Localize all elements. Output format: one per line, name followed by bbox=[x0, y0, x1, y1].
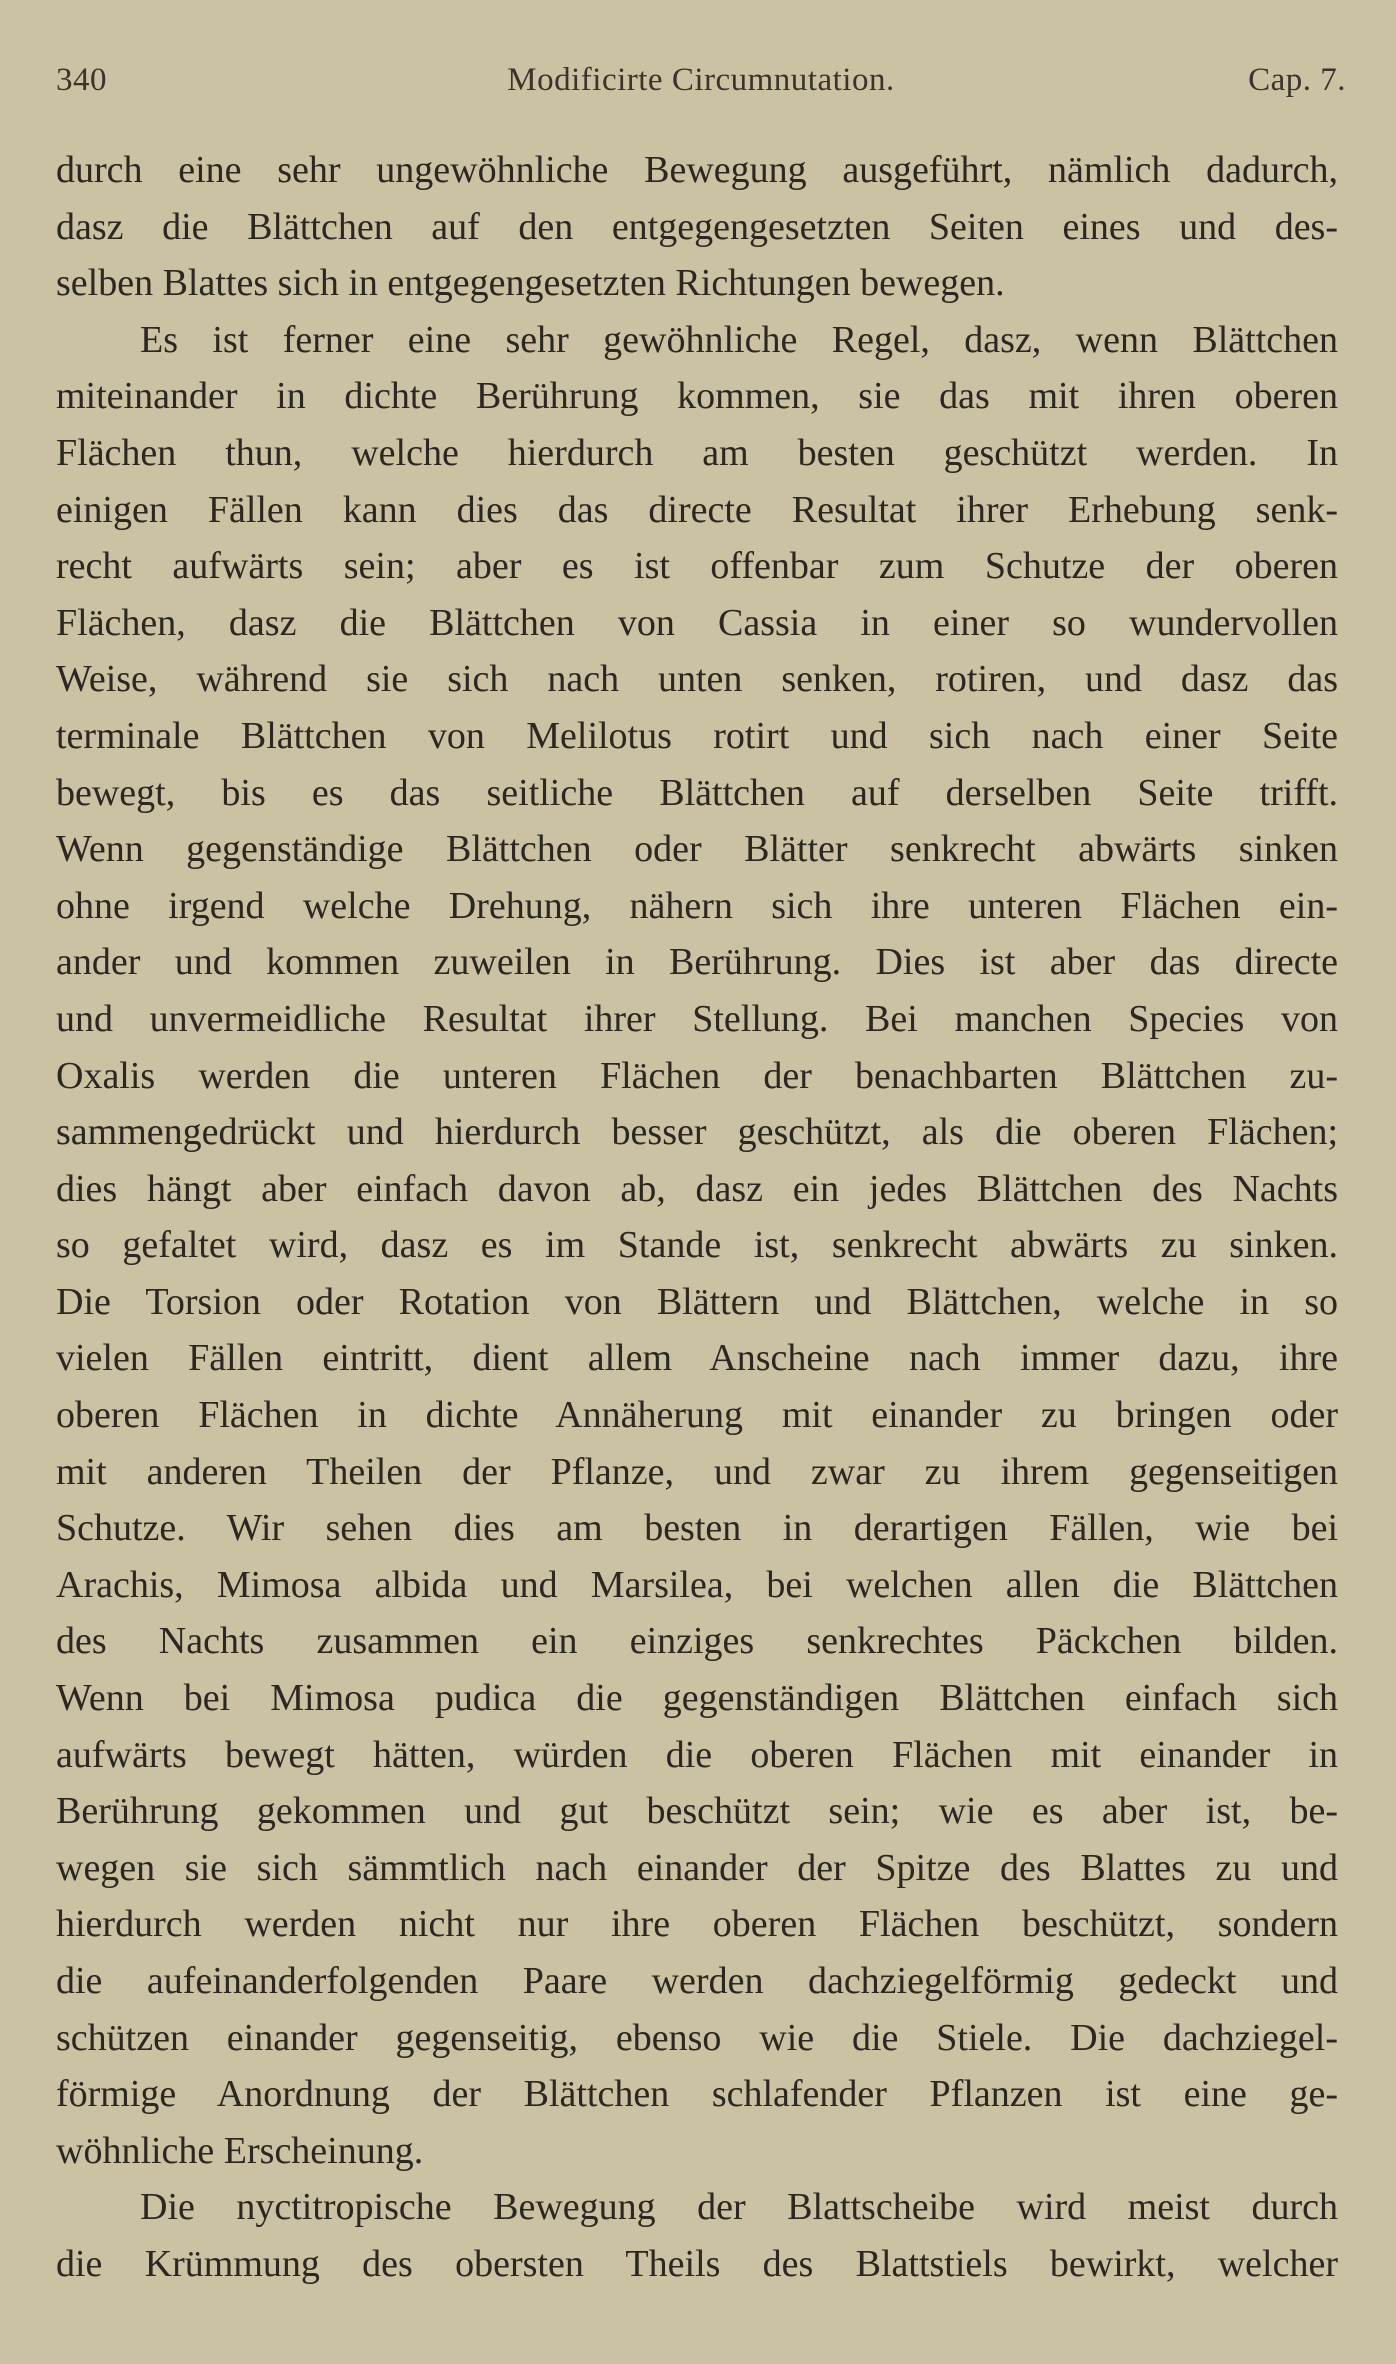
text-line: Wenn gegenständige Blättchen oder Blätter senkrecht abwärts sinken bbox=[56, 828, 1338, 871]
text-line: aufwärts bewegt hätten, würden die oberen Flächen mit einander in bbox=[56, 1733, 1338, 1776]
text-line: Berührung gekommen und gut beschützt sein; wie es aber ist, be- bbox=[56, 1790, 1338, 1833]
text-line: wegen sie sich sämmtlich nach einander der Spitze des Blattes zu und bbox=[56, 1846, 1338, 1889]
text-line: so gefaltet wird, dasz es im Stande ist, senkrecht abwärts zu sinken. bbox=[56, 1224, 1338, 1267]
text-line: wöhnliche Erscheinung. bbox=[56, 2129, 424, 2172]
text-line: Flächen, dasz die Blättchen von Cassia in einer so wundervollen bbox=[56, 601, 1338, 644]
text-line: Arachis, Mimosa albida und Marsilea, bei welchen allen die Blättchen bbox=[56, 1563, 1338, 1606]
text-line: Es ist ferner eine sehr gewöhnliche Regel, dasz, wenn Blättchen bbox=[140, 318, 1338, 361]
text-line: schützen einander gegenseitig, ebenso wie die Stiele. Die dachziegel- bbox=[56, 2016, 1338, 2059]
text-line: selben Blattes sich in entgegengesetzten Richtungen bewegen. bbox=[56, 262, 1005, 305]
text-line: Die nyctitropische Bewegung der Blattscheibe wird meist durch bbox=[140, 2186, 1338, 2229]
text-line: recht aufwärts sein; aber es ist offenbar zum Schutze der oberen bbox=[56, 545, 1338, 588]
text-line: und unvermeidliche Resultat ihrer Stellung. Bei manchen Species von bbox=[56, 997, 1338, 1040]
text-line: förmige Anordnung der Blättchen schlafender Pflanzen ist eine ge- bbox=[56, 2073, 1338, 2116]
text-line: sammengedrückt und hierdurch besser geschützt, als die oberen Flächen; bbox=[56, 1111, 1338, 1154]
text-line: hierdurch werden nicht nur ihre oberen Flächen beschützt, sondern bbox=[56, 1903, 1338, 1946]
text-line: Oxalis werden die unteren Flächen der benachbarten Blättchen zu- bbox=[56, 1054, 1338, 1097]
text-line: miteinander in dichte Berührung kommen, sie das mit ihren oberen bbox=[56, 375, 1338, 418]
text-line: vielen Fällen eintritt, dient allem Anscheine nach immer dazu, ihre bbox=[56, 1337, 1338, 1380]
text-line: durch eine sehr ungewöhnliche Bewegung ausgeführt, nämlich dadurch, bbox=[56, 149, 1338, 191]
text-line: Schutze. Wir sehen dies am besten in derartigen Fällen, wie bei bbox=[56, 1507, 1338, 1550]
text-line: dasz die Blättchen auf den entgegengesetzten Seiten eines und des- bbox=[56, 205, 1338, 248]
text-line: Die Torsion oder Rotation von Blättern und Blättchen, welche in so bbox=[56, 1280, 1338, 1323]
text-line: oberen Flächen in dichte Annäherung mit einander zu bringen oder bbox=[56, 1394, 1338, 1437]
text-line: des Nachts zusammen ein einziges senkrechtes Päckchen bilden. bbox=[56, 1620, 1338, 1663]
text-line: mit anderen Theilen der Pflanze, und zwar zu ihrem gegenseitigen bbox=[56, 1450, 1338, 1493]
page-header bbox=[56, 62, 1346, 106]
text-line: einigen Fällen kann dies das directe Resultat ihrer Erhebung senk- bbox=[56, 488, 1338, 531]
text-line: Flächen thun, welche hierdurch am besten geschützt werden. In bbox=[56, 431, 1338, 474]
chapter-reference: Cap. 7. bbox=[1248, 62, 1346, 98]
page-number: 340 bbox=[56, 62, 107, 98]
text-line: die aufeinanderfolgenden Paare werden dachziegelförmig gedeckt und bbox=[56, 1960, 1338, 2002]
body-text bbox=[56, 142, 1338, 2293]
text-line: Weise, während sie sich nach unten senken, rotiren, und dasz das bbox=[56, 658, 1338, 701]
text-line: terminale Blättchen von Melilotus rotirt und sich nach einer Seite bbox=[56, 714, 1338, 757]
text-line: ohne irgend welche Drehung, nähern sich ihre unteren Flächen ein- bbox=[56, 884, 1338, 927]
text-line: die Krümmung des obersten Theils des Blattstiels bewirkt, welcher bbox=[56, 2242, 1338, 2285]
text-line: dies hängt aber einfach davon ab, dasz ein jedes Blättchen des Nachts bbox=[56, 1167, 1338, 1210]
running-title: Modificirte Circumnutation. bbox=[507, 62, 895, 98]
text-line: Wenn bei Mimosa pudica die gegenständigen Blättchen einfach sich bbox=[56, 1677, 1338, 1720]
text-line: ander und kommen zuweilen in Berührung. Dies ist aber das directe bbox=[56, 941, 1338, 984]
text-line: bewegt, bis es das seitliche Blättchen auf derselben Seite trifft. bbox=[56, 771, 1338, 814]
